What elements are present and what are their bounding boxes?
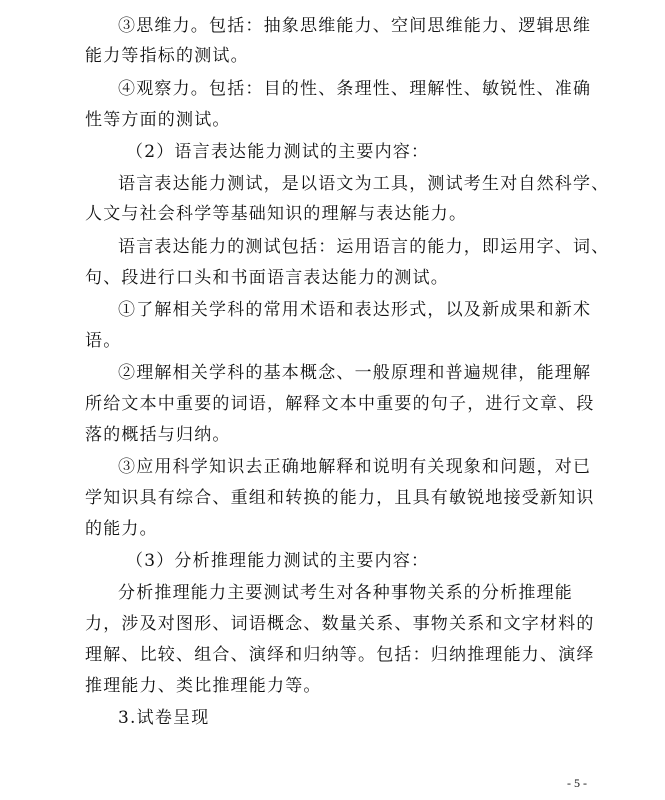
page-number: - 5 - [567,776,587,790]
text-line: 理解、比较、组合、演绎和归纳等。包括：归纳推理能力、演绎 [85,645,595,665]
section-heading: （3）分析推理能力测试的主要内容： [126,551,430,571]
text-line: 学知识具有综合、重组和转换的能力，且具有敏锐地接受新知识 [85,488,595,508]
section-heading: 3.试卷呈现 [118,708,210,728]
text-line: ②理解相关学科的基本概念、一般原理和普遍规律，能理解 [118,363,592,383]
text-line: 语言表达能力测试，是以语文为工具，测试考生对自然科学、 [118,174,610,194]
text-line: 语。 [85,331,122,351]
text-line: 推理能力、类比推理能力等。 [85,676,322,696]
text-line: ①了解相关学科的常用术语和表达形式，以及新成果和新术 [118,300,592,320]
text-line: ③应用科学知识去正确地解释和说明有关现象和问题，对已 [118,457,592,477]
text-line: 的能力。 [85,519,158,539]
text-line: 落的概括与归纳。 [85,425,231,445]
text-line: 能力等指标的测试。 [85,46,249,66]
text-line: 人文与社会科学等基础知识的理解与表达能力。 [85,204,468,224]
text-line: 句、段进行口头和书面语言表达能力的测试。 [85,268,449,288]
text-line: 性等方面的测试。 [85,110,231,130]
section-heading: （2）语言表达能力测试的主要内容： [126,142,430,162]
text-line: ③思维力。包括：抽象思维能力、空间思维能力、逻辑思维 [118,16,592,36]
text-line: 力，涉及对图形、词语概念、数量关系、事物关系和文字材料的 [85,614,595,634]
text-line: ④观察力。包括：目的性、条理性、理解性、敏锐性、准确 [118,79,592,99]
text-line: 所给文本中重要的词语，解释文本中重要的句子，进行文章、段 [85,394,595,414]
text-line: 语言表达能力的测试包括：运用语言的能力，即运用字、词、 [118,237,610,257]
text-line: 分析推理能力主要测试考生对各种事物关系的分析推理能 [118,583,573,603]
